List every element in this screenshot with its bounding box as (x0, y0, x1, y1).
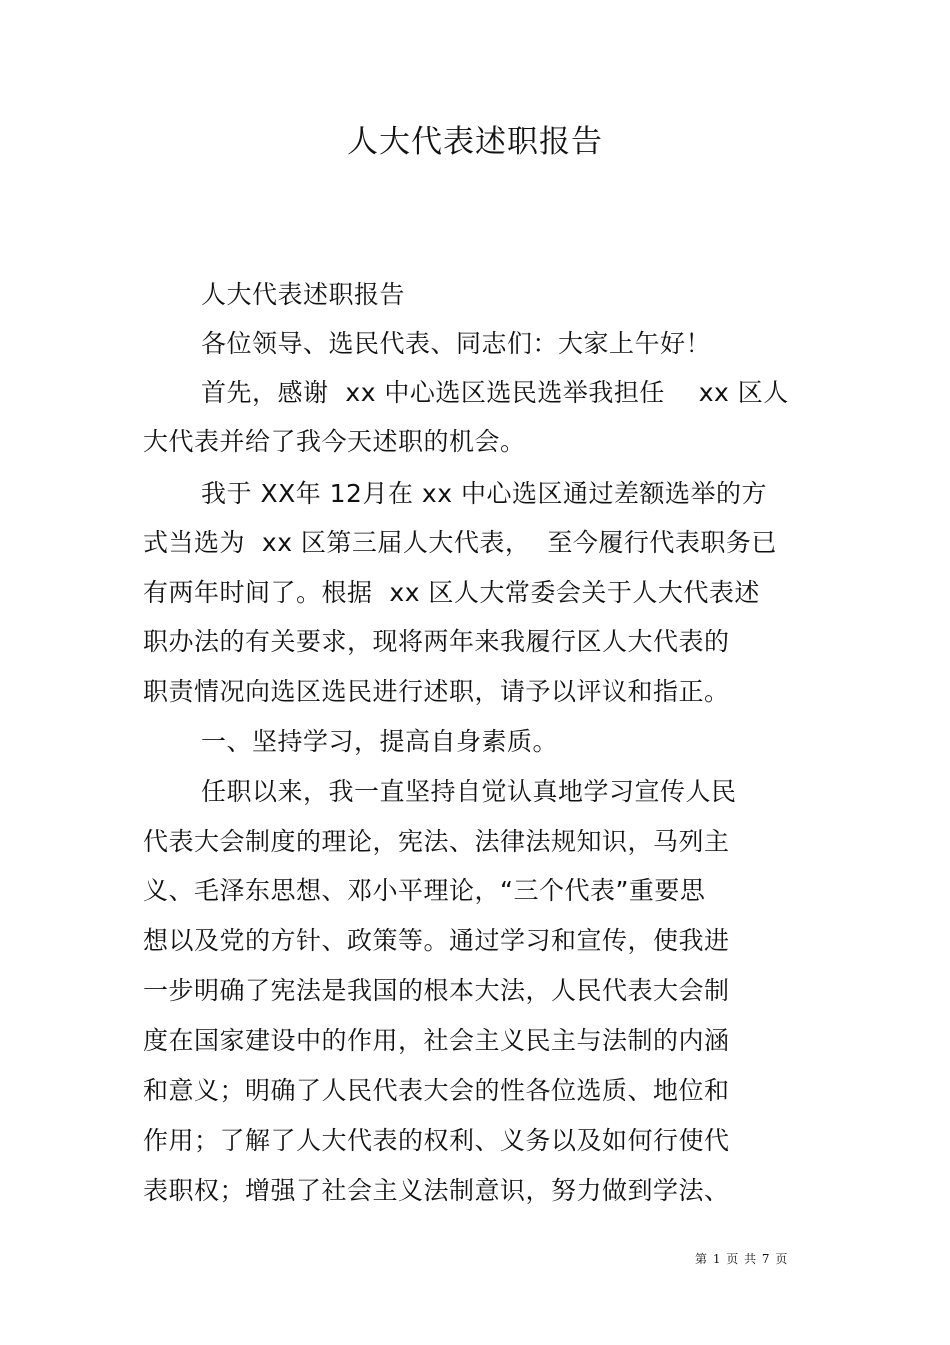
body-line: 任职以来，我一直坚持自觉认真地学习宣传人民 (201, 777, 737, 806)
document-title: 人大代表述职报告 (347, 124, 603, 160)
body-line: 职责情况向选区选民进行述职，请予以评议和指正。 (143, 677, 730, 706)
body-line: 人大代表述职报告 (201, 280, 406, 309)
body-line: 首先，感谢 xx 中心选区选民选举我担任 xx 区人 (201, 378, 789, 407)
body-line: 度在国家建设中的作用，社会主义民主与法制的内涵 (143, 1026, 730, 1055)
section-heading: 一、坚持学习，提高自身素质。 (201, 727, 559, 756)
page-number-footer: 第 1 页 共 7 页 (695, 1252, 789, 1266)
body-line: 表职权；增强了社会主义法制意识，努力做到学法、 (143, 1176, 730, 1205)
body-line: 义、毛泽东思想、邓小平理论，“三个代表”重要思 (143, 876, 706, 905)
body-line: 想以及党的方针、政策等。通过学习和宣传，使我进 (143, 926, 730, 955)
body-line: 代表大会制度的理论，宪法、法律法规知识，马列主 (143, 827, 730, 856)
body-line: 大代表并给了我今天述职的机会。 (143, 427, 526, 456)
body-line: 有两年时间了。根据 xx 区人大常委会关于人大代表述 (143, 578, 760, 607)
body-line: 和意义；明确了人民代表大会的性各位选质、地位和 (143, 1076, 730, 1105)
body-line: 我于 XX年 12月在 xx 中心选区通过差额选举的方 (201, 479, 767, 508)
body-line: 职办法的有关要求，现将两年来我履行区人大代表的 (143, 627, 730, 656)
body-line: 作用；了解了人大代表的权利、义务以及如何行使代 (143, 1126, 730, 1155)
body-line: 式当选为 xx 区第三届人大代表， 至今履行代表职务已 (143, 528, 777, 557)
body-line: 各位领导、选民代表、同志们：大家上午好！ (201, 329, 712, 358)
body-line: 一步明确了宪法是我国的根本大法，人民代表大会制 (143, 976, 730, 1005)
